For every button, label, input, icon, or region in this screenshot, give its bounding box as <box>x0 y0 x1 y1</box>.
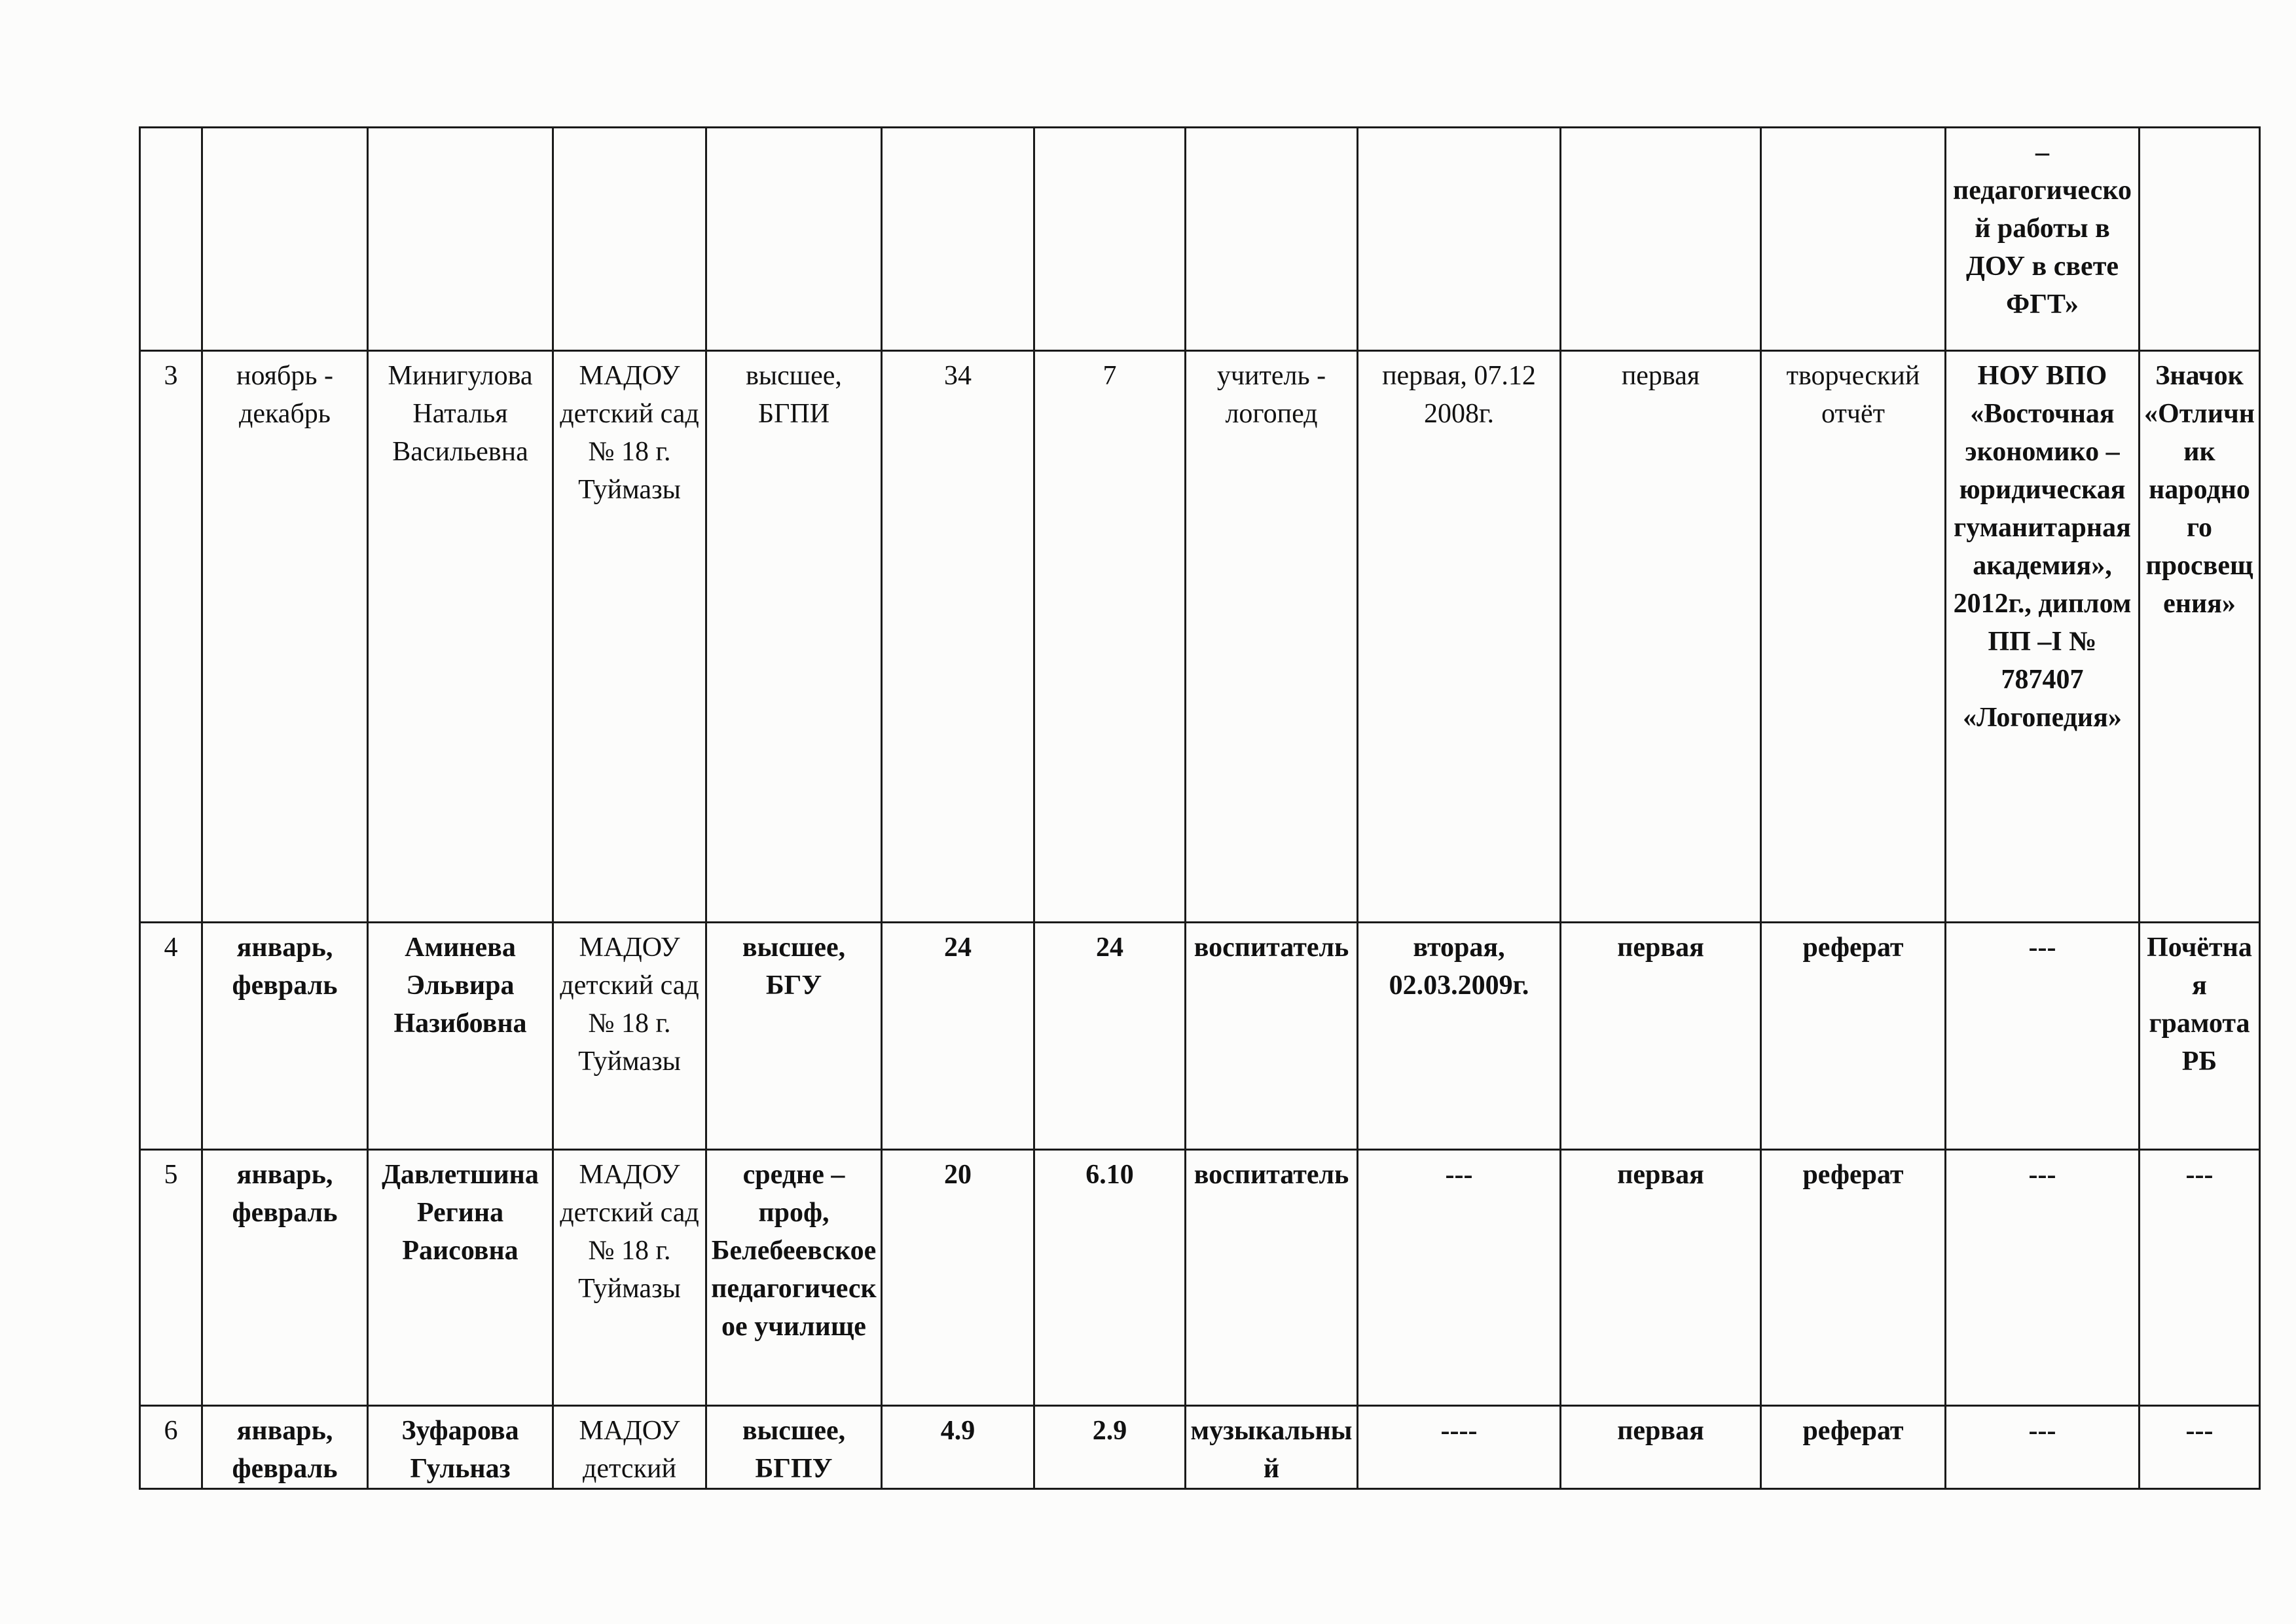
cell-num: 4 <box>140 923 202 1150</box>
cell-num: 5 <box>140 1150 202 1406</box>
cell-courses: --- <box>1946 1406 2140 1489</box>
cell-awards: --- <box>2140 1406 2260 1489</box>
cell-total-experience: 20 <box>882 1150 1034 1406</box>
cell-ped-experience: 24 <box>1034 923 1186 1150</box>
cell-courses: НОУ ВПО «Восточная экономико – юридическая гуманитарная академия», 2012г., диплом ПП –I № 787407 «Логопедия» <box>1946 351 2140 923</box>
attestation-table <box>139 126 2261 1490</box>
cell-form: реферат <box>1761 1150 1946 1406</box>
cell-ped-experience: 7 <box>1034 351 1186 923</box>
cell-form: реферат <box>1761 1406 1946 1489</box>
cell-org <box>553 128 706 351</box>
table-row <box>140 351 2260 923</box>
table-row <box>140 128 2260 351</box>
cell-category-claimed: первая <box>1561 923 1761 1150</box>
cell-org: МАДОУ детский сад № 18 г. Туймазы <box>553 1150 706 1406</box>
cell-name: Минигулова Наталья Васильевна <box>368 351 553 923</box>
cell-courses: --- <box>1946 1150 2140 1406</box>
cell-period <box>202 128 368 351</box>
cell-period: ноябрь - декабрь <box>202 351 368 923</box>
cell-num <box>140 128 202 351</box>
cell-awards <box>2140 128 2260 351</box>
cell-org: МАДОУ детский <box>553 1406 706 1489</box>
cell-form: реферат <box>1761 923 1946 1150</box>
cell-courses: – педагогической работы в ДОУ в свете ФГТ» <box>1946 128 2140 351</box>
cell-category-current: вторая, 02.03.2009г. <box>1358 923 1561 1150</box>
cell-education: высшее, БГПУ <box>706 1406 882 1489</box>
cell-total-experience <box>882 128 1034 351</box>
cell-awards: Почётная грамота РБ <box>2140 923 2260 1150</box>
table-row <box>140 1150 2260 1406</box>
cell-position: воспитатель <box>1186 1150 1358 1406</box>
cell-num: 3 <box>140 351 202 923</box>
cell-org: МАДОУ детский сад № 18 г. Туймазы <box>553 351 706 923</box>
cell-form <box>1761 128 1946 351</box>
cell-position <box>1186 128 1358 351</box>
cell-name: Аминева Эльвира Назибовна <box>368 923 553 1150</box>
cell-courses: --- <box>1946 923 2140 1150</box>
cell-education <box>706 128 882 351</box>
cell-category-current: ---- <box>1358 1406 1561 1489</box>
cell-period: январь, февраль <box>202 1150 368 1406</box>
cell-num: 6 <box>140 1406 202 1489</box>
cell-ped-experience: 6.10 <box>1034 1150 1186 1406</box>
cell-category-current <box>1358 128 1561 351</box>
cell-org: МАДОУ детский сад № 18 г. Туймазы <box>553 923 706 1150</box>
cell-total-experience: 4.9 <box>882 1406 1034 1489</box>
cell-education: высшее, БГПИ <box>706 351 882 923</box>
cell-category-claimed: первая <box>1561 1150 1761 1406</box>
cell-position: воспитатель <box>1186 923 1358 1150</box>
cell-category-claimed: первая <box>1561 351 1761 923</box>
cell-education: средне – проф, Белебеевское педагогическое училище <box>706 1150 882 1406</box>
cell-category-current: первая, 07.12 2008г. <box>1358 351 1561 923</box>
cell-total-experience: 34 <box>882 351 1034 923</box>
cell-period: январь, февраль <box>202 1406 368 1489</box>
cell-position: музыкальный <box>1186 1406 1358 1489</box>
cell-category-current: --- <box>1358 1150 1561 1406</box>
cell-category-claimed <box>1561 128 1761 351</box>
cell-name <box>368 128 553 351</box>
cell-category-claimed: первая <box>1561 1406 1761 1489</box>
cell-position: учитель - логопед <box>1186 351 1358 923</box>
cell-name: Давлетшина Регина Раисовна <box>368 1150 553 1406</box>
cell-form: творческий отчёт <box>1761 351 1946 923</box>
cell-education: высшее, БГУ <box>706 923 882 1150</box>
cell-name: Зуфарова Гульназ <box>368 1406 553 1489</box>
cell-period: январь, февраль <box>202 923 368 1150</box>
cell-ped-experience <box>1034 128 1186 351</box>
table-row <box>140 923 2260 1150</box>
cell-total-experience: 24 <box>882 923 1034 1150</box>
cell-awards: Значок «Отличник народного просвещения» <box>2140 351 2260 923</box>
table-row <box>140 1406 2260 1489</box>
cell-awards: --- <box>2140 1150 2260 1406</box>
cell-ped-experience: 2.9 <box>1034 1406 1186 1489</box>
